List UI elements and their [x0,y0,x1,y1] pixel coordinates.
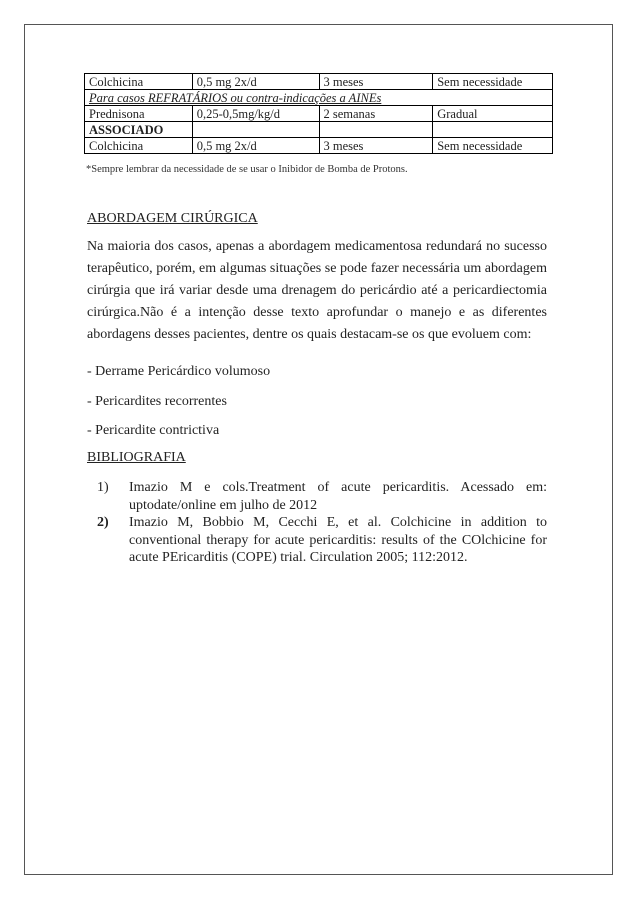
table-cell: Sem necessidade [433,74,553,90]
reference-item [97,514,547,567]
table-cell: 2 semanas [319,106,433,122]
table-cell: Gradual [433,106,553,122]
table-cell: Prednisona [85,106,193,122]
table-cell: 0,5 mg 2x/d [192,74,319,90]
reference-text: Imazio M, Bobbio M, Cecchi E, et al. Colchicine in addition to conventional therapy for acute pericarditis: results of the COlchicine for acute PEricarditis (COPE) trial. Circulation 2005; 112:2012. [129,515,547,565]
list-item: - Pericardite contrictiva [87,423,220,438]
table-row [85,90,553,106]
table-row [85,74,553,90]
list-item: - Pericardites recorrentes [87,394,227,409]
table-cell: 0,25-0,5mg/kg/d [192,106,319,122]
table-cell [192,122,319,138]
reference-number: 2) [97,515,109,530]
table-subheading: Para casos REFRATÁRIOS ou contra-indicações a AINEs [85,90,553,106]
table-row [85,122,553,138]
table-row [85,138,553,154]
table-cell: Sem necessidade [433,138,553,154]
bibliography-heading: BIBLIOGRAFIA [87,450,186,465]
surgical-paragraph: Na maioria dos casos, apenas a abordagem medicamentosa redundará no sucesso terapêutico, porém, em algumas situações se pode fazer necessária um abordagem cirúrgia que irá variar desde uma drenagem do pericárdio até a pericardiectomia cirúrgica.Não é a intenção desse texto aprofundar o manejo e as diferentes abordagens desses pacientes, dentre os quais destacam-se os que evoluem com: [87,239,547,342]
reference-number: 1) [97,480,109,495]
reference-item [97,479,547,514]
table-row [85,106,553,122]
table-cell: Colchicina [85,74,193,90]
surgical-heading: ABORDAGEM CIRÚRGICA [87,211,258,226]
table-cell: 3 meses [319,74,433,90]
table-cell [319,122,433,138]
table-cell: 0,5 mg 2x/d [192,138,319,154]
table-cell: ASSOCIADO [85,122,193,138]
table-footnote: *Sempre lembrar da necessidade de se usar o Inibidor de Bomba de Protons. [86,164,408,175]
reference-text: Imazio M e cols.Treatment of acute pericarditis. Acessado em: uptodate/online em julho de 2012 [129,480,547,513]
reference-list [97,479,547,567]
table-cell: Colchicina [85,138,193,154]
table-cell [433,122,553,138]
table-cell: 3 meses [319,138,433,154]
list-item: - Derrame Pericárdico volumoso [87,364,271,379]
medication-table [84,73,553,154]
